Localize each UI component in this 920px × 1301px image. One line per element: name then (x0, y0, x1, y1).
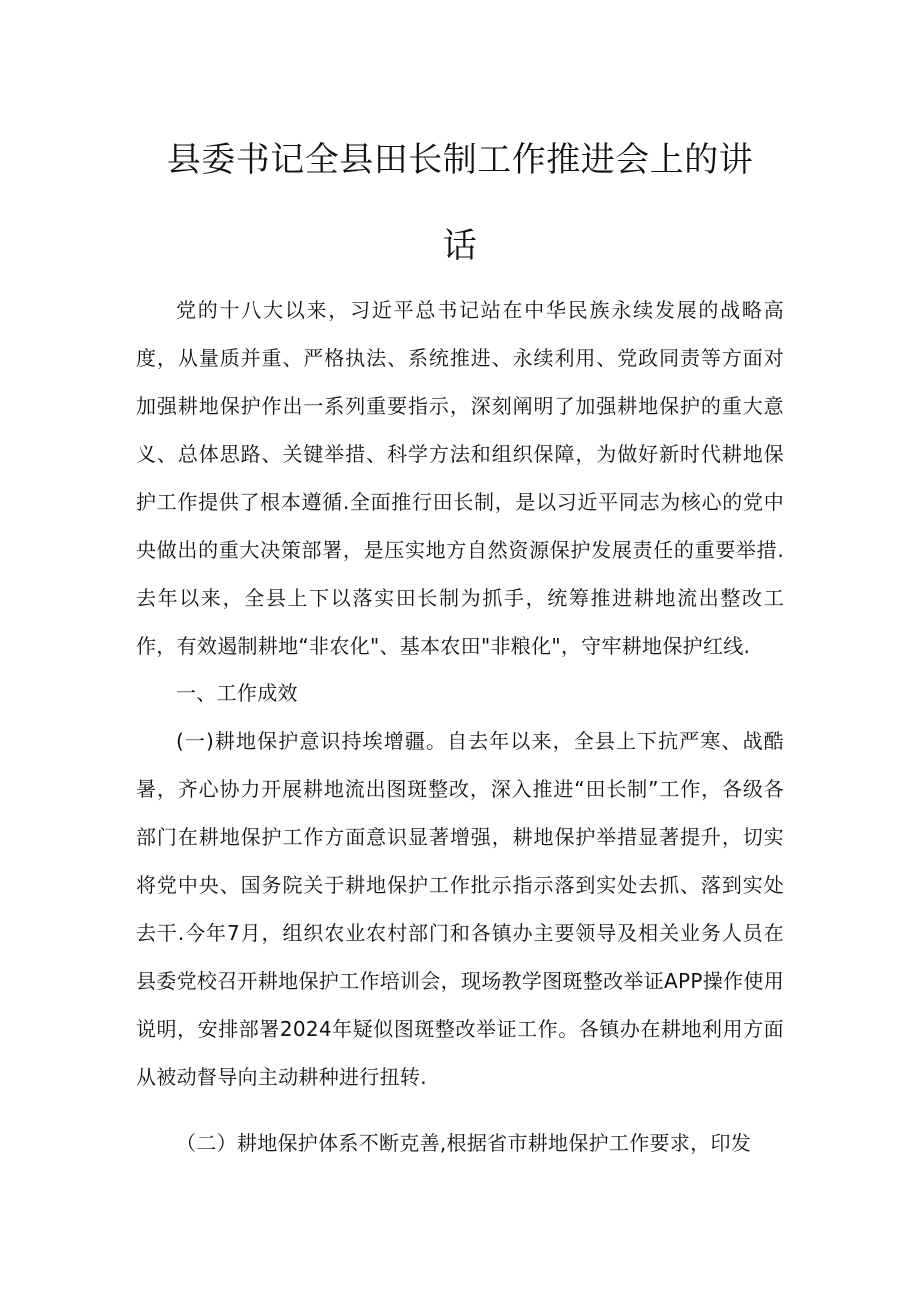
document-title-line-1: 县委书记全县田长制工作推进会上的讲 (166, 140, 754, 180)
paragraph-awareness: (一)耕地保护意识持埃增疆。自去年以来，全县上下抗严寒、战酷暑，齐心协力开展耕地流出图斑整改，深入推进“田长制”工作，各级各部门在耕地保护工作方面意识显著增强，耕地保护举措显著提升，切实将党中央、国务院关于耕地保护工作批示指示落到实处去抓、落到实处去干.今年7月，组织农业农村部门和各镇办主要领导及相关业务人员在县委党校召开耕地保护工作培训会，现场教学图斑整改举证APP操作使用说明，安排部署2024年疑似图斑整改举证工作。各镇办在耕地利用方面从被动督导向主动耕种进行扭转. (136, 729, 784, 1089)
section-heading-work-results: 一、工作成效 (176, 681, 298, 705)
paragraph-intro: 党的十八大以来，习近平总书记站在中华民族永续发展的战略高度，从量质并重、严格执法、系统推进、永续利用、党政同责等方面对加强耕地保护作出一系列重要指示，深刻阐明了加强耕地保护的重大意义、总体思路、关键举措、科学方法和组织保障，为做好新时代耕地保护工作提供了根本遵循.全面推行田长制，是以习近平同志为核心的党中央做出的重大决策部署，是压实地方自然资源保护发展责任的重要举措.去年以来，全县上下以落实田长制为抓手，统筹推进耕地流出整改工作，有效遏制耕地“非农化"、基本农田"非粮化"，守牢耕地保护红线. (136, 298, 784, 658)
paragraph-system: （二）耕地保护体系不断克善,根据省市耕地保护工作要求，印发 (176, 1131, 752, 1155)
document-title-line-2: 话 (442, 226, 478, 266)
